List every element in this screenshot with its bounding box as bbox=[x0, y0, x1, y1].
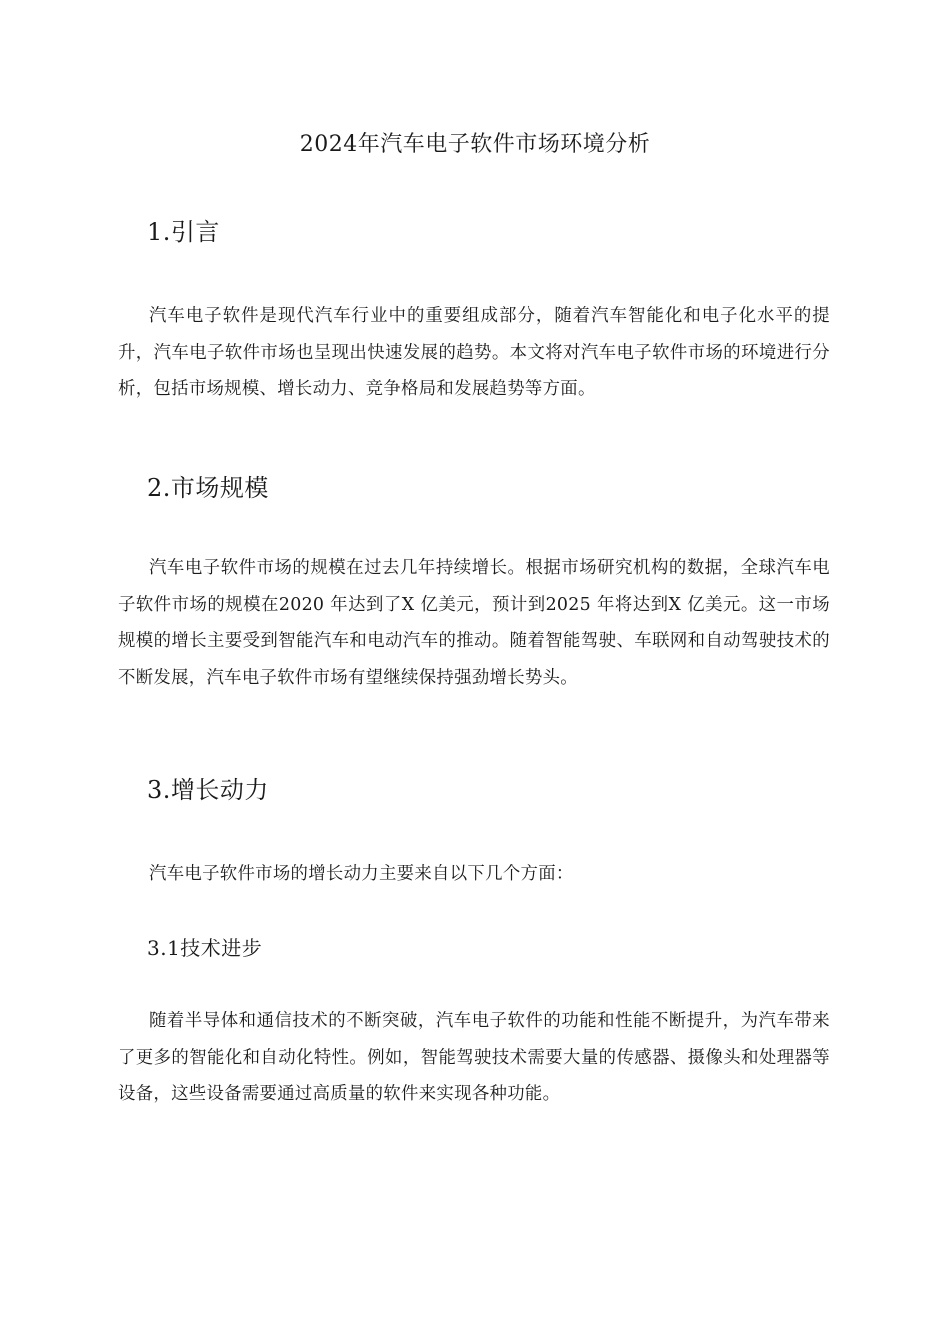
document-title: 2024年汽车电子软件市场环境分析 bbox=[299, 132, 651, 157]
paragraph-tech-progress: 随着半导体和通信技术的不断突破，汽车电子软件的功能和性能不断提升，为汽车带来了更多的智能化和自动化特性。例如，智能驾驶技术需要大量的传感器、摄像头和处理器等设备，这些设备需要通过高质量的软件来实现各种功能。 bbox=[118, 1011, 830, 1104]
section-heading-introduction: 1.引言 bbox=[147, 218, 220, 246]
paragraph-market-size: 汽车电子软件市场的规模在过去几年持续增长。根据市场研究机构的数据，全球汽车电子软件市场的规模在2020 年达到了X 亿美元，预计到2025 年将达到X 亿美元。这一市场规模的增长主要受到智能汽车和电动汽车的推动。随着智能驾驶、车联网和自动驾驶技术的不断发展，汽车电子软件市场有望继续保持强劲增长势头。 bbox=[118, 558, 830, 688]
section-heading-growth-drivers: 3.增长动力 bbox=[147, 776, 269, 804]
paragraph-growth-drivers: 汽车电子软件市场的增长动力主要来自以下几个方面： bbox=[149, 864, 574, 884]
subsection-heading-tech-progress: 3.1技术进步 bbox=[147, 936, 263, 960]
section-heading-market-size: 2.市场规模 bbox=[147, 474, 269, 502]
paragraph-introduction: 汽车电子软件是现代汽车行业中的重要组成部分，随着汽车智能化和电子化水平的提升，汽车电子软件市场也呈现出快速发展的趋势。本文将对汽车电子软件市场的环境进行分析，包括市场规模、增长动力、竞争格局和发展趋势等方面。 bbox=[118, 306, 830, 399]
